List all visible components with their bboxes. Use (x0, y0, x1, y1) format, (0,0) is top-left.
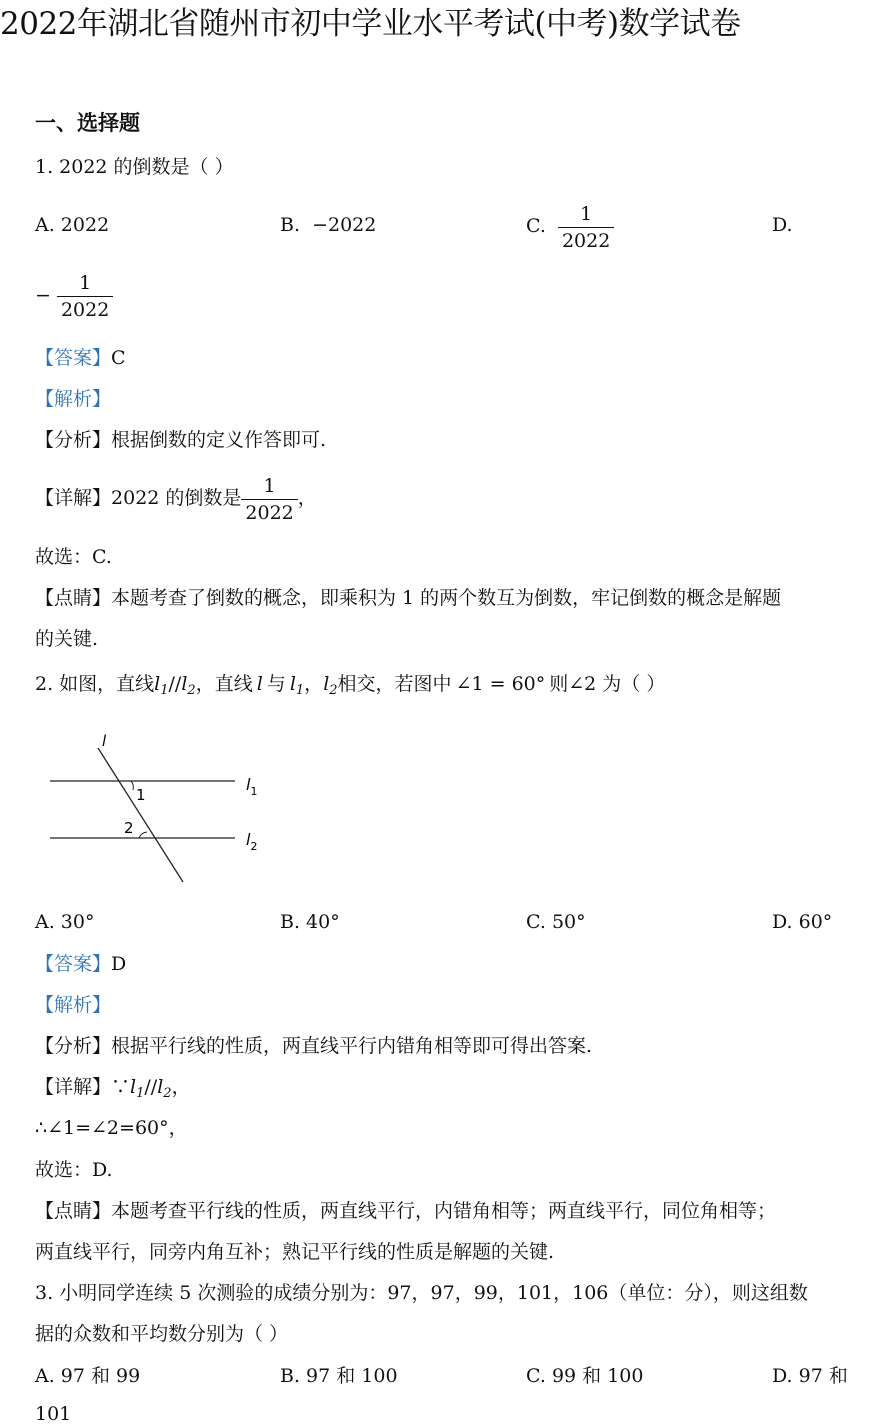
var-l2: $l_2$ (181, 673, 196, 698)
q1-analysis-tag: 【解析】 (35, 388, 112, 410)
label-l1: $l_1$ (246, 775, 258, 798)
q1-detail-fraction (241, 473, 297, 526)
fraction-denominator: 2022 (558, 227, 614, 254)
q3-stem-line1: 3. 小明同学连续 5 次测验的成绩分别为：97，97，99，101，106（单位：分），则这组数 (35, 1282, 808, 1304)
q3-option-c: C. 99 和 100 (526, 1365, 644, 1387)
q2-stem-text: 与 (266, 673, 286, 695)
fraction-numerator: 1 (79, 272, 92, 294)
detail-comma: ， (171, 1076, 191, 1098)
q2-choose: 故选：D. (35, 1159, 113, 1181)
because-symbol: ∵ (111, 1076, 131, 1098)
analysis-label: 【分析】 (35, 1035, 112, 1057)
q2-comment-line2: 两直线平行，同旁内角互补；熟记平行线的性质是解题的关键. (35, 1241, 555, 1263)
angle-1-arc (131, 781, 133, 790)
var-l1: $l_1$ (154, 673, 169, 698)
q2-detail (35, 1073, 191, 1108)
comment-label: 【点睛】 (35, 587, 112, 609)
parallel-symbol: // (168, 673, 182, 695)
analysis-text: 根据倒数的定义作答即可. (111, 429, 327, 451)
q1-stem: 1. 2022 的倒数是（ ） (35, 156, 234, 178)
q3-option-d: D. 97 和 (772, 1365, 848, 1387)
fraction-numerator: 1 (580, 202, 593, 225)
comment-text: 本题考查了倒数的概念，即乘积为 1 的两个数互为倒数，牢记倒数的概念是解题 (111, 587, 782, 609)
q1-option-c-label: C. (526, 215, 546, 237)
answer-value: D (111, 953, 127, 975)
label-l: l (102, 732, 107, 750)
q1-choose: 故选：C. (35, 546, 112, 568)
detail-text: 2022 的倒数是 (111, 487, 242, 509)
q1-detail (35, 470, 317, 526)
q3-option-a: A. 97 和 99 (35, 1365, 141, 1387)
q2-analysis (35, 1032, 592, 1060)
q2-option-b: B. 40° (280, 911, 340, 933)
q2-stem-text: ，直线 (195, 673, 253, 695)
minus-sign: − (35, 284, 51, 307)
var-l1: $l_1$ (130, 1076, 145, 1101)
q2-stem-prefix: 2. 如图，直线 (35, 673, 155, 695)
label-angle-2: 2 (124, 819, 134, 837)
fraction-denominator: 2022 (241, 499, 297, 526)
q1-option-c (526, 198, 614, 254)
q2-option-d: D. 60° (772, 911, 833, 933)
q1-option-a: A. 2022 (35, 214, 110, 236)
q1-answer (35, 344, 126, 372)
var-l2: $l_2$ (157, 1076, 172, 1101)
q3-option-b: B. 97 和 100 (280, 1365, 398, 1387)
analysis-text: 根据平行线的性质，两直线平行内错角相等即可得出答案. (111, 1035, 593, 1057)
label-angle-1: 1 (136, 786, 146, 804)
q2-stem (35, 670, 665, 705)
parallel-lines-figure (40, 730, 280, 890)
document-title: 2022年湖北省随州市初中学业水平考试(中考)数学试卷 (0, 6, 741, 42)
answer-tag: 【答案】 (35, 953, 112, 975)
comment-label: 【点睛】 (35, 1200, 112, 1222)
q1-option-b-value: −2022 (312, 214, 377, 236)
q1-option-d-value (35, 270, 113, 323)
angle-equation: ∠1 = 60° (455, 673, 546, 695)
angle-2-arc (139, 832, 147, 838)
q1-analysis (35, 426, 326, 454)
q1-comment-line1 (35, 584, 781, 612)
q1-option-c-fraction (558, 201, 614, 254)
transversal-line-l (98, 748, 183, 882)
analysis-label: 【分析】 (35, 429, 112, 451)
section-heading: 一、选择题 (35, 110, 140, 135)
q2-option-a: A. 30° (35, 911, 95, 933)
fraction-numerator: 1 (263, 474, 276, 497)
q1-option-d-fraction (57, 270, 113, 323)
comment-text: 本题考查平行线的性质，两直线平行，内错角相等；两直线平行，同位角相等； (111, 1200, 777, 1222)
q2-stem-text: 相交，若图中 (337, 673, 452, 695)
detail-label: 【详解】 (35, 487, 112, 509)
q2-stem-text: 则∠2 为（ ） (549, 673, 666, 695)
q1-option-b-label: B. (280, 214, 301, 236)
detail-comma: ， (297, 487, 317, 509)
q2-comment-line1 (35, 1197, 776, 1225)
fraction-denominator: 2022 (57, 296, 113, 323)
q3-stem-line2: 据的众数和平均数分别为（ ） (35, 1323, 289, 1345)
parallel-symbol: // (144, 1076, 158, 1098)
q1-comment-line2: 的关键. (35, 628, 99, 650)
var-l: l (256, 673, 263, 695)
q1-option-b (280, 211, 376, 239)
label-l2: $l_2$ (246, 830, 258, 853)
q2-stem-text: ， (304, 673, 324, 695)
q2-analysis-tag: 【解析】 (35, 994, 112, 1016)
answer-value: C (111, 347, 126, 369)
q2-answer (35, 950, 126, 978)
q3-option-d-continued: 101 (35, 1403, 72, 1425)
var-l2: $l_2$ (323, 673, 338, 698)
detail-label: 【详解】 (35, 1076, 112, 1098)
var-l1: $l_1$ (289, 673, 305, 698)
answer-tag: 【答案】 (35, 347, 112, 369)
q2-option-c: C. 50° (526, 911, 586, 933)
q1-option-d-label: D. (772, 214, 793, 236)
q2-therefore: ∴∠1=∠2=60°， (35, 1117, 188, 1139)
